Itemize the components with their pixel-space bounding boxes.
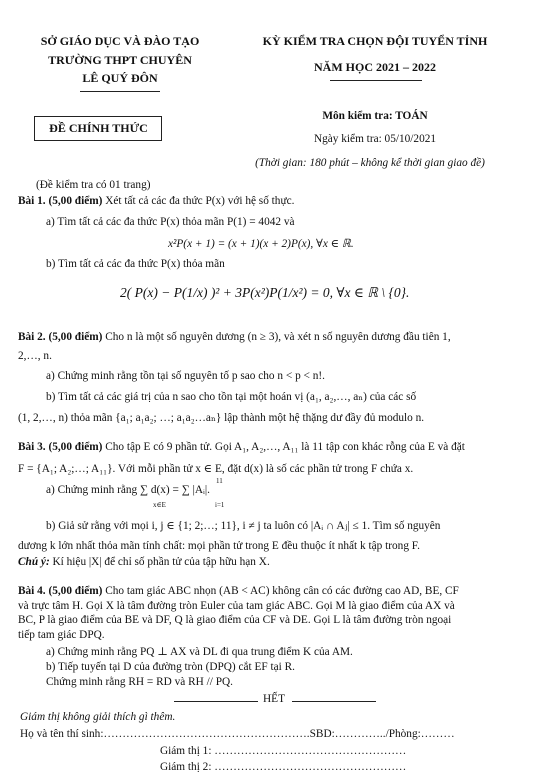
- problem-1-intro: [18, 195, 294, 207]
- exam-date: Ngày kiểm tra: 05/10/2021: [313, 133, 437, 145]
- problem-1b-equation: 2( P(x) − P(1/x) )² + 3P(x²)P(1/x²) = 0, ∀x ∈ ℝ \ {0}.: [120, 285, 410, 300]
- candidate-info-line: Họ và tên thí sinh:……………………………………………….SBD:…………../Phòng:………: [20, 728, 455, 740]
- end-rule-right: [292, 701, 376, 702]
- problem-3a-sum1-index: x∈E: [153, 501, 166, 509]
- problem-4-intro: [18, 585, 459, 597]
- problem-3a: a) Chứng minh rằng ∑ d(x) = ∑ |Aᵢ|.: [46, 484, 210, 496]
- problem-3-intro: [18, 441, 465, 453]
- problem-2b: b) Tìm tất cả các giá trị của n sao cho tồn tại một hoán vị (a₁, a₂,…, aₙ) của các số: [46, 391, 417, 403]
- problem-3a-sum2-index: i=1: [215, 501, 225, 509]
- problem-4-text: Cho tam giác ABC nhọn (AB < AC) không cân có các đường cao AD, BE, CF: [102, 585, 459, 597]
- problem-4-line3: BC, P là giao điểm của BE và DF, Q là giao điểm của CF và DE. Gọi L là tâm đường tròn ngoại: [18, 614, 452, 626]
- problem-4b-cont: Chứng minh rằng RH = RD và RH // PQ.: [46, 676, 233, 688]
- proctor-note: Giám thị không giải thích gì thêm.: [20, 711, 176, 723]
- exam-duration: (Thời gian: 180 phút – không kể thời gian giao đề): [255, 157, 485, 169]
- problem-1-text: Xét tất cả các đa thức P(x) với hệ số thực.: [102, 195, 295, 207]
- problem-3b-cont: dương k lớn nhất thỏa mãn tính chất: mọi phần tử trong E đều thuộc ít nhất k tập trong F.: [18, 540, 420, 552]
- school-name-line2: LÊ QUÝ ĐÔN: [82, 71, 158, 85]
- problem-4a: a) Chứng minh rằng PQ ⊥ AX và DL đi qua trung điểm K của AM.: [46, 646, 353, 658]
- problem-4-heading: Bài 4. (5,00 điểm): [18, 585, 103, 597]
- problem-1a-equation: x²P(x + 1) = (x + 1)(x + 2)P(x), ∀x ∈ ℝ.: [168, 238, 354, 250]
- problem-3-heading: Bài 3. (5,00 điểm): [18, 441, 103, 453]
- problem-2-intro-cont: 2,…, n.: [18, 350, 52, 362]
- problem-3-text: Cho tập E có 9 phần tử. Gọi A₁, A₂,…, A₁₁ là 11 tập con khác rỗng của E và đặt: [102, 441, 465, 453]
- problem-2b-cont: (1, 2,…, n) thỏa mãn {a₁; a₁a₂; …; a₁a₂…aₙ} lập thành một hệ thặng dư đầy đủ modulo n.: [18, 412, 425, 424]
- problem-4-line2: và trực tâm H. Gọi X là tâm đường tròn Euler của tam giác ABC. Gọi M là giao điểm của AX và: [18, 600, 455, 612]
- problem-2-heading: Bài 2. (5,00 điểm): [18, 331, 103, 343]
- note-label: Chú ý:: [18, 556, 50, 568]
- problem-3b: b) Giả sử rằng với mọi i, j ∈ {1; 2;…; 11}, i ≠ j ta luôn có |Aᵢ ∩ Aⱼ| ≤ 1. Tìm số nguyên: [46, 520, 441, 532]
- exam-title: KỲ KIỂM TRA CHỌN ĐỘI TUYỂN TỈNH: [262, 34, 488, 48]
- problem-4-line4: tiếp tam giác DPQ.: [18, 629, 105, 641]
- school-underline: [80, 91, 160, 92]
- school-year: NĂM HỌC 2021 – 2022: [314, 60, 436, 74]
- problem-3-note: [18, 556, 270, 568]
- problem-3-intro-cont: F = {A₁; A₂;…; A₁₁}. Với mỗi phần tử x ∈ E, đặt d(x) là số các phần tử trong F chứa x.: [18, 463, 414, 475]
- problem-2-text: Cho n là một số nguyên dương (n ≥ 3), và xét n số nguyên dương đầu tiên 1,: [102, 331, 451, 343]
- page-count-note: (Đề kiểm tra có 01 trang): [36, 179, 151, 191]
- official-label: ĐỀ CHÍNH THỨC: [49, 121, 148, 135]
- proctor-2-line: Giám thị 2: ……………………………………………: [160, 761, 407, 773]
- problem-2a: a) Chứng minh rằng tồn tại số nguyên tố p sao cho n < p < n!.: [46, 370, 325, 382]
- problem-4b: b) Tiếp tuyến tại D của đường tròn (DPQ) cắt EF tại R.: [46, 661, 295, 673]
- subject: Môn kiểm tra: TOÁN: [322, 110, 428, 122]
- problem-3a-sum2-upper: 11: [216, 477, 223, 485]
- department-name: SỞ GIÁO DỤC VÀ ĐÀO TẠO: [40, 34, 200, 48]
- end-rule-left: [174, 701, 258, 702]
- proctor-1-line: Giám thị 1: ……………………………………………: [160, 745, 407, 757]
- problem-1b: b) Tìm tất cả các đa thức P(x) thỏa mãn: [46, 258, 225, 270]
- problem-1-heading: Bài 1. (5,00 điểm): [18, 195, 103, 207]
- problem-1a: a) Tìm tất cả các đa thức P(x) thỏa mãn P(1) = 4042 và: [46, 216, 295, 228]
- school-name-line1: TRƯỜNG THPT CHUYÊN: [48, 53, 192, 67]
- end-marker: HẾT: [263, 693, 285, 705]
- problem-2-intro: [18, 331, 451, 343]
- note-text: Kí hiệu |X| để chỉ số phần tử của tập hữu hạn X.: [49, 556, 270, 568]
- year-underline: [330, 80, 422, 81]
